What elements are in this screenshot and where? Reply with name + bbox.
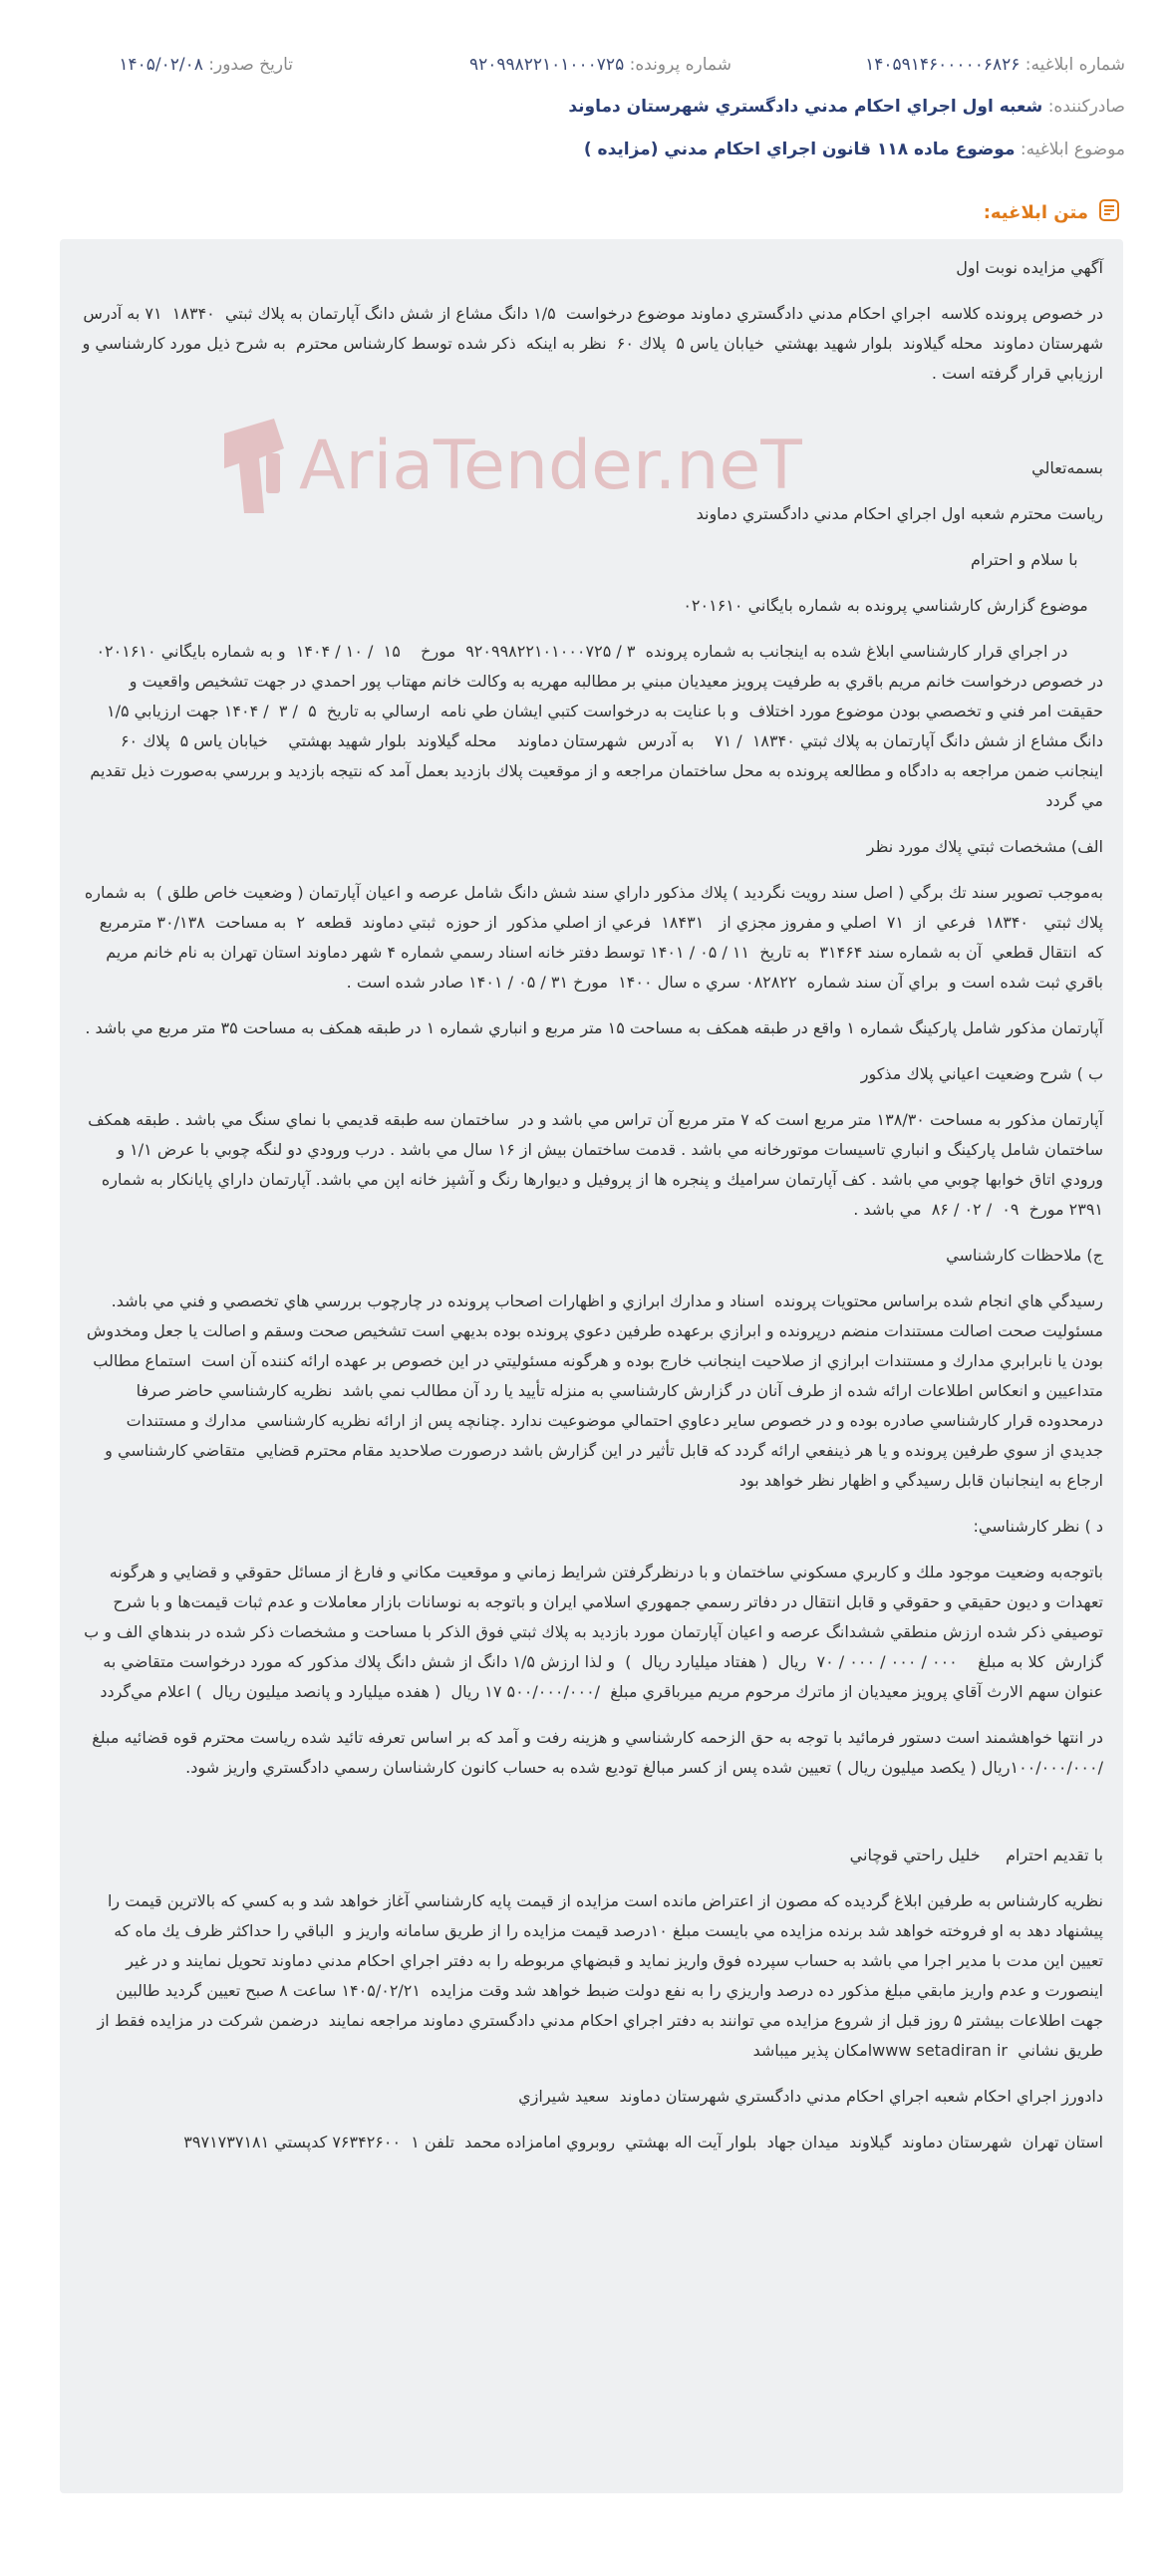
section-heading-opinion: د ) نظر كارشناسي: — [973, 1517, 1103, 1536]
subject-label: موضوع ابلاغيه: — [1020, 140, 1125, 159]
notice-header — [0, 0, 1170, 184]
case-number — [469, 55, 731, 75]
issue-date — [119, 55, 293, 75]
notice-number-value: ۱۴۰۵۹۱۴۶۰۰۰۰۰۶۸۲۶ — [865, 55, 1021, 75]
issue-date-label: تاريخ صدور: — [208, 55, 293, 75]
paragraph-building: آپارتمان مذكور به مساحت ۱۳۸/۳۰ متر مربع است كه ۷ متر مربع آن تراس مي باشد و در ساختمان سه طبقه قديمي با نماي سنگ مي باشد . طبقه همكف ساختمان شامل پاركينگ و انباري تاسيسات موتورخانه مي باشد . قدمت ساختمان بيش از ۱۶ سال مي باشد . درب ورودي دو لنگه چوبي با عرض ۱/۱ و ورودي اتاق خوابها چوبي مي باشد . كف آپارتمان سراميك و پنجره ها از پروفيل و ديوارها رنگ و آشپز خانه اپن مي باشد. آپارتمان داراي پايانكار به شماره ۲۳۹۱ مورخ ۰۹ / ۰۲ / ۸۶ مي باشد . — [82, 1110, 1103, 1219]
paragraph-intro: در خصوص پرونده كلاسه اجراي احكام مدني دادگستري دماوند موضوع درخواست ۱/۵ دانگ مشاع از شش دانگ آپارتمان به پلاك ثبتي ۱۸۳۴۰ ۷۱ به آدرس شهرستان دماوند محله گيلاوند بلوار شهيد بهشتي خيابان ياس ۵ پلاك ۶۰ نظر به اينكه ذكر شده توسط كارشناس محترم به شرح ذيل مورد كارشناسي و ارزيابي قرار گرفته است . — [73, 304, 1103, 383]
paragraph-addressee: رياست محترم شعبه اول اجراي احكام مدني دادگستري دماوند — [696, 504, 1103, 523]
paragraph-report-subject: موضوع گزارش كارشناسي پرونده به شماره بايگاني ۰۲۰۱۶۱۰ — [683, 596, 1103, 615]
document-icon — [1096, 197, 1122, 227]
notice-number — [865, 55, 1125, 75]
issuer-value: شعبه اول اجراي احكام مدني دادگستري شهرستان دماوند — [568, 97, 1043, 117]
section-heading-registration: الف) مشخصات ثبتي پلاك مورد نظر — [866, 837, 1103, 856]
notice-body-box — [60, 239, 1123, 2493]
paragraph-officer: دادورز اجراي احكام شعبه اجراي احكام مدني دادگستري شهرستان دماوند سعيد شيرازي — [518, 2087, 1103, 2106]
paragraph-parking: آپارتمان مذكور شامل پاركينگ شماره ۱ واقع در طبقه همكف به مساحت ۱۵ متر مربع و انباري شماره ۱ در طبقه همكف به مساحت ۳۵ متر مربع مي باشد . — [85, 1018, 1103, 1037]
notice-number-label: شماره ابلاغيه: — [1024, 55, 1125, 75]
notice-body-content — [60, 239, 1123, 2157]
notice-text-label: متن ابلاغيه: — [983, 201, 1088, 223]
paragraph-bismillah: بسمه‌تعالي — [1031, 458, 1103, 477]
section-heading-notes: ج) ملاحظات كارشناسي — [946, 1246, 1103, 1265]
paragraph-fee: در انتها خواهشمند است دستور فرمائيد با توجه به حق الزحمه كارشناسي و هزينه رفت و آمد كه بر اساس تعرفه تائيد شده رياست محترم قوه قضائيه مبلغ /۱۰۰/۰۰۰/۰۰۰ريال ( يكصد ميليون ريال ) تعيين شده پس از كسر مبالغ توديع شده به حساب كانون كارشناسان رسمي دادگستري واريز شود. — [82, 1728, 1103, 1777]
case-number-label: شماره پرونده: — [629, 55, 731, 75]
issuer-label: صادرکننده: — [1047, 97, 1125, 117]
paragraph-signature: با تقديم احترام خليل راحتي قوچاني — [849, 1846, 1103, 1864]
paragraph-title: آگهي مزايده نوبت اول — [956, 258, 1103, 277]
paragraph-registration: به‌موجب تصوير سند تك برگي ( اصل سند رويت نگرديد ) پلاك مذكور داراي سند شش دانگ شامل عرصه و اعيان آپارتمان ( وضعيت خاص طلق ) به شماره پلاك ثبتي ۱۸۳۴۰ فرعي از ۷۱ اصلي و مفروز مجزي از ۱۸۴۳۱ فرعي از اصلي مذكور از حوزه ثبتي دماوند قطعه ۲ به مساحت ۳۰/۱۳۸ مترمربع كه انتقال قطعي آن به شماره سند ۳۱۴۶۴ به تاريخ ۱۱ / ۰۵ / ۱۴۰۱ توسط دفتر خانه اسناد رسمي شماره ۴ شهر دماوند استان تهران به نام خانم مريم باقري ثبت شده است و براي آن سند شماره ۰۸۲۸۲۲ سري ه سال ۱۴۰۰ مورخ ۳۱ / ۰۵ / ۱۴۰۱ صادر شده است . — [79, 883, 1103, 992]
paragraph-auction-terms: نظريه كارشناس به طرفين ابلاغ گرديده كه مصون از اعتراض مانده است مزايده از قيمت پايه كارشناسي آغاز خواهد شد و به كسي كه بالاترين قيمت را پيشنهاد دهد به او فروخته خواهد شد برنده مزايده مي بايست مبلغ ۱۰درصد قيمت مزايده را از طريق سامانه واريز و الباقي را حداكثر ظرف يك ماه كه تعيين اين مدت با مدير اجرا مي باشد به حساب سپرده فوق واريز نمايد و قبضهاي مربوطه را به دفتر اجراي احكام مدني دماوند تحويل نمايند و در غير اينصورت و عدم واريز مابقي مبلغ مذكور ده درصد واريزي را به نفع دولت ضبط خواهد شد وقت مزايده ۱۴۰۵/۰۲/۲۱ ساعت ۸ صبح تعيين گرديد طالبين جهت اطلاعات بيشتر ۵ روز قبل از شروع مزايده مي توانند به دفتر اجراي احكام مدني دادگستري دماوند مراجعه نمايند درضمن شركت در مزايده فقط از طريق نشاني www setadiran irامكان پذير ميباشد — [92, 1891, 1103, 2060]
notice-text-title — [984, 197, 1122, 227]
watermark-text: AriaTender.neT — [299, 427, 802, 505]
paragraph-notes: رسيدگي هاي انجام شده براساس محتويات پرونده اسناد و مدارك ابرازي و اظهارات اصحاب پرونده در چارچوب بررسي هاي تخصصي و فني مي باشد. مسئوليت صحت اصالت مستندات منضم درپرونده و ابرازي برعهده طرفين دعوي پرونده بوده بديهي است تشخيص صحت وسقم و اصالت يا جعل ومخدوش بودن يا نابرابري مدارك و مستندات ابرازي از صلاحيت اينجانب خارج بوده و هرگونه مسئوليتي در اين خصوص بر عهده ارائه كننده آن است استماع مطالب متداعيين و انعكاس اطلاعات ارائه شده از طرف آنان در گزارش كارشناسي به منزله تأييد يا رد آن مطالب نمي باشد نظريه كارشناسي حاضر صرفا درمحدوده قرار كارشناسي صادره بوده و در خصوص ساير دعاوي احتمالي موضوعيت ندارد .چنانچه پس از ارائه نظريه كارشناسي مدارك و مستندات جديدي از سوي طرفين پرونده و يا هر ذينفعي ارائه گردد كه قابل تأثير در اين گزارش باشد درصورت صلاحديد مقام محترم قضايي متقاضي كارشناسي و ارجاع به اينجانبان قابل رسيدگي و اظهار نظر خواهد بود — [81, 1291, 1103, 1490]
subject-line — [584, 140, 1125, 159]
notice-meta-row — [45, 55, 1125, 85]
subject-value: موضوع ماده ۱۱۸ قانون اجراي احكام مدني (مزايده ) — [583, 140, 1016, 159]
issuer-line — [568, 97, 1125, 117]
paragraph-address: استان تهران شهرستان دماوند گيلاوند ميدان جهاد بلوار آيت اله بهشتي روبروي امامزاده محمد تلفن ۱ ۷۶۳۴۲۶۰۰ كدپستي ۳۹۷۱۷۳۷۱۸۱ — [183, 2133, 1103, 2151]
case-number-value: ۹۲۰۹۹۸۲۲۱۰۱۰۰۰۷۲۵ — [468, 55, 625, 75]
section-heading-building: ب ) شرح وضعيت اعياني پلاك مذكور — [860, 1064, 1103, 1083]
paragraph-report-body: در اجراي قرار كارشناسي ابلاغ شده به اينجانب به شماره پرونده ۳ / ۹۲۰۹۹۸۲۲۱۰۱۰۰۰۷۲۵ مورخ ۱۵ / ۱۰ / ۱۴۰۴ و به شماره بايگاني ۰۲۰۱۶۱۰ در خصوص درخواست خانم مريم باقري به طرفيت پرويز معيديان مبني بر مطالبه مهريه به وكالت خانم مهتاب پور احمدي در جهت تشخيص واقعيت و حقيقت امر فني و تخصصي بودن موضوع مورد اختلاف و با عنايت به درخواست كتبي ايشان طي نامه ارسالي به تاريخ ۵ / ۳ / ۱۴۰۴ جهت ارزيابي ۱/۵ دانگ مشاع از شش دانگ آپارتمان به پلاك ثبتي ۱۸۳۴۰ / ۷۱ به آدرس شهرستان دماوند محله گيلاوند بلوار شهيد بهشتي خيابان ياس ۵ پلاك ۶۰ اينجانب ضمن مراجعه به دادگاه و مطالعه پرونده به محل ساختمان مراجعه و از موقعيت پلاك بازديد بعمل آمد كه نتيجه بازديد و بررسي به‌صورت ذيل تقديم مي گردد — [81, 642, 1103, 810]
issue-date-value: ۱۴۰۵/۰۲/۰۸ — [119, 55, 203, 75]
paragraph-opinion: باتوجه‌به وضعيت موجود ملك و كاربري مسكوني ساختمان و با درنظرگرفتن شرايط زماني و موقعيت مكاني و فارغ از مسائل حقوقي و قضايي و هرگونه تعهدات و ديون حقيقي و حقوقي و قابل انتقال در دفاتر رسمي جمهوري اسلامي ايران و باتوجه به نوسانات بازار معاملات و عدم ثبات قيمت‌ها و با شرح توصيفي ذكر شده ارزش منطقي ششدانگ عرصه و اعيان آپارتمان مورد بازديد به پلاك ثبتي فوق الذكر با مساحت و مشخصات ذكر شده در بندهاي الف و ب گزارش كلا به مبلغ ۰۰۰ / ۰۰۰ / ۰۰۰ / ۷۰ ريال ( هفتاد ميليارد ريال ) و لذا ارزش ۱/۵ دانگ از شش دانگ پلاك مذكور كه مورد درخواست متقاضي به عنوان سهم الارث آقاي پرويز معيديان از ماترك مرحوم مريم ميرباقري مبلغ /۵۰۰/۰۰۰/۰۰۰ ۱۷ ريال ( هفده ميليارد و پانصد ميليون ريال ) اعلام مي‌گردد — [79, 1563, 1103, 1701]
paragraph-greeting: با سلام و احترام — [971, 550, 1103, 569]
